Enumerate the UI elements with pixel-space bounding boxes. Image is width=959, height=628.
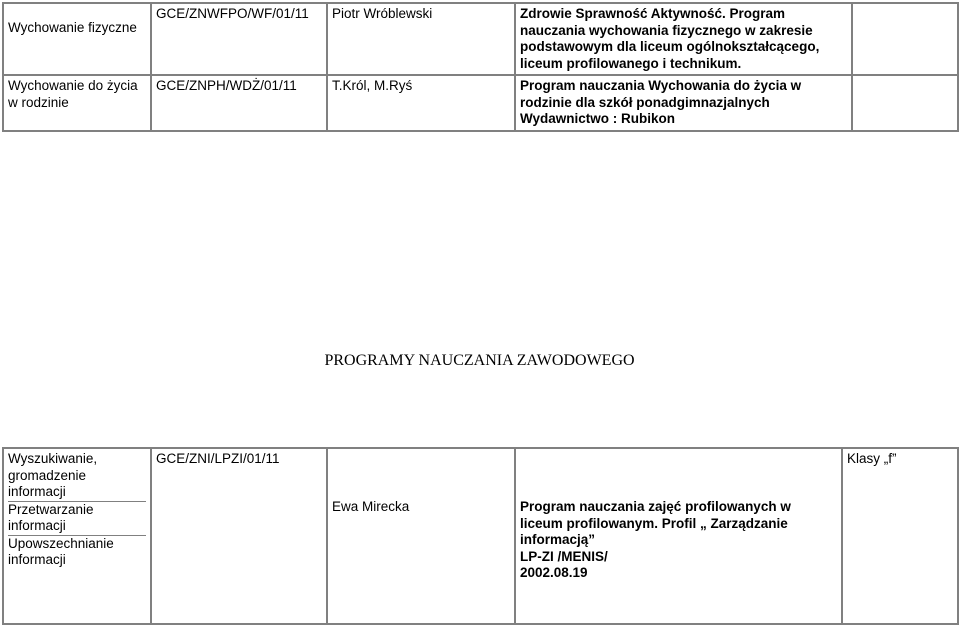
subject-line: Wyszukiwanie, <box>8 451 98 466</box>
empty-cell <box>852 75 958 131</box>
table-row <box>3 3 958 75</box>
subject-line: informacji <box>8 552 66 567</box>
program-line: LP-ZI /MENIS/ <box>520 548 608 564</box>
code-cell: GCE/ZNWFPO/WF/01/11 <box>151 3 327 75</box>
program-line: Program nauczania zajęć profilowanych w <box>520 499 791 514</box>
subject-line: w rodzinie <box>8 94 69 110</box>
program-cell: Program nauczania Wychowania do życia w rodzinie dla szkół ponadgimnazjalnych Wydawnictwo : Rubikon <box>515 75 852 131</box>
subject-line: Upowszechnianie <box>8 535 114 551</box>
subject-block <box>8 535 146 569</box>
program-cell <box>515 448 842 624</box>
program-line: informacją” <box>520 532 596 547</box>
author-cell: T.Król, M.Ryś <box>327 75 515 131</box>
author-cell <box>327 448 515 624</box>
subject-cell <box>3 3 151 75</box>
program-cell: Zdrowie Sprawność Aktywność. Program nauczania wychowania fizycznego w zakresie podstawowym dla liceum ogólnokształcącego, liceum profilowanego i technikum. <box>515 3 852 75</box>
program-line: liceum profilowanym. Profil „ Zarządzanie <box>520 515 788 531</box>
curriculum-table-vocational <box>2 447 959 625</box>
subject-line: gromadzenie <box>8 467 87 483</box>
author-cell: Piotr Wróblewski <box>327 3 515 75</box>
subject-line: Wychowanie do życia <box>8 78 138 93</box>
table-row <box>3 75 958 131</box>
subject-cell <box>3 75 151 131</box>
code-cell: GCE/ZNI/LPZI/01/11 <box>151 448 327 624</box>
subject-line: informacji <box>8 484 66 499</box>
subject-cell <box>3 448 151 624</box>
subject-line: informacji <box>8 518 66 533</box>
empty-cell <box>852 3 958 75</box>
section-heading: PROGRAMY NAUCZANIA ZAWODOWEGO <box>324 352 635 369</box>
code-cell: GCE/ZNPH/WDŻ/01/11 <box>151 75 327 131</box>
subject-block <box>8 451 146 501</box>
curriculum-table-general <box>2 2 959 132</box>
table-row <box>3 448 958 624</box>
subject-line: Wychowanie fizyczne <box>8 20 137 35</box>
subject-line: Przetwarzanie <box>8 501 94 517</box>
program-line: 2002.08.19 <box>520 565 588 580</box>
author-name: Ewa Mirecka <box>332 499 410 514</box>
classes-cell: Klasy „f” <box>842 448 958 624</box>
subject-block <box>8 501 146 535</box>
